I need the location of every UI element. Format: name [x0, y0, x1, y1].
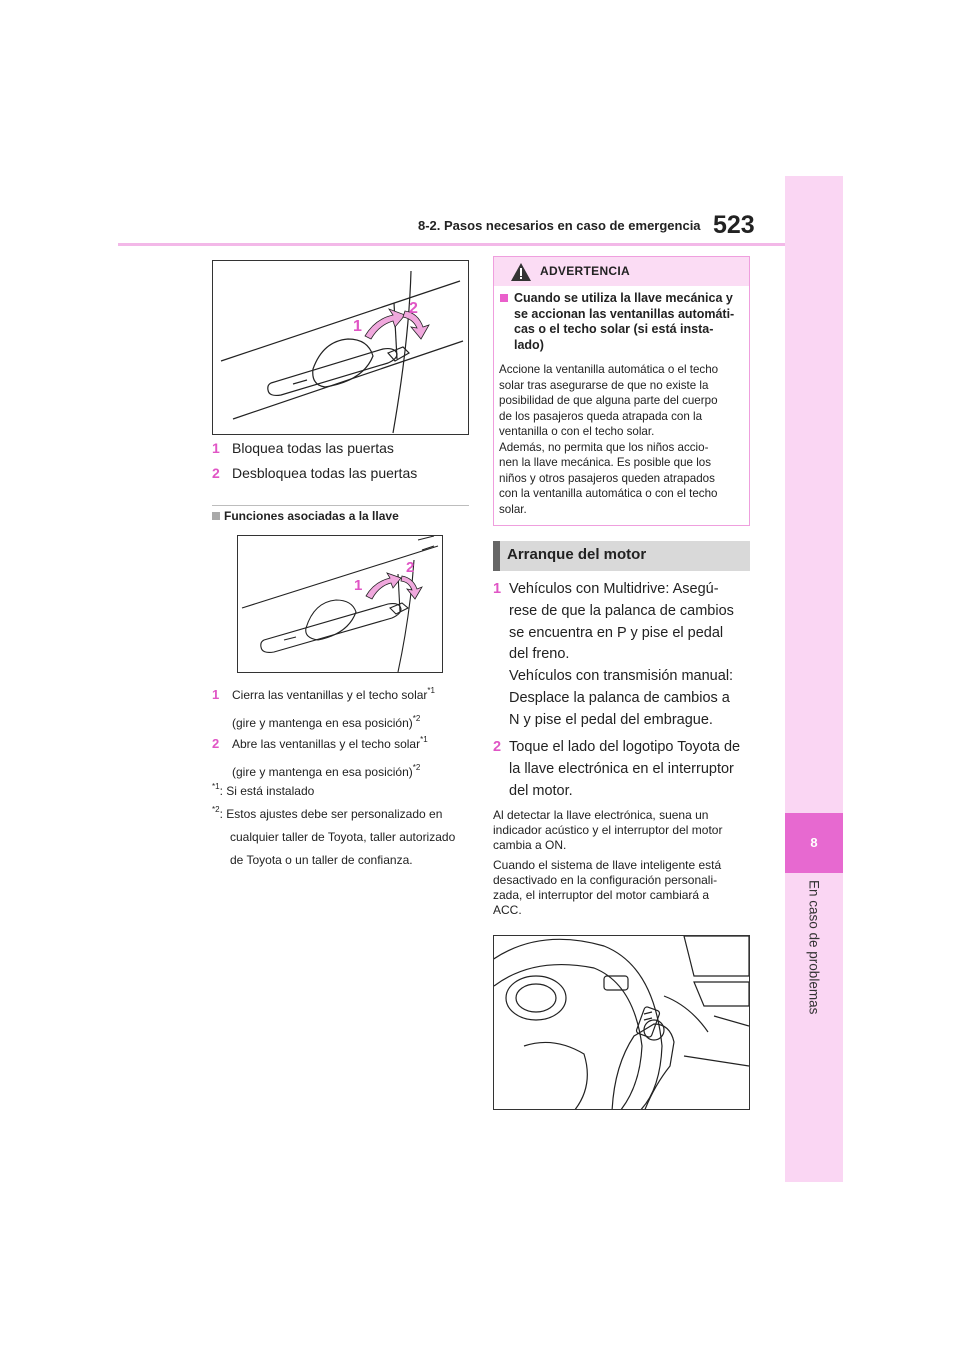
figure2-label-2: 2 [406, 559, 415, 576]
open-windows-step: 2 Abre las ventanillas y el techo solar$^{*1}$ (gire y mantenga en esa posición)$^{*2}$ [212, 735, 428, 779]
warning-body: Accione la ventanilla automática o el techo solar tras asegurarse de que no existe la posibilidad de que alguna parte del cuerpo de los pasajeros queda atrapada con la ventanilla o con el techo solar. Además, no permita que los niños accio- nen la llave mecánica. Es posible que los niños y otros pasajeros queden atrapados con la ventanilla automática o con el techo solar. [499, 363, 719, 516]
subsection-title: Funciones asociadas a la llave [212, 509, 399, 523]
engine-note-2: Cuando el sistema de llave inteligente está desactivado en la configuración personali- zada, el interruptor del motor cambiará a ACC. [493, 858, 722, 917]
running-header: 8-2. Pasos necesarios en caso de emergencia [418, 218, 701, 233]
warning-subtitle: Cuando se utiliza la llave mecánica y se accionan las ventanillas automáti- cas o el techo solar (si está insta- lado) [500, 291, 744, 353]
chapter-number: 8 [810, 835, 818, 850]
key-functions-illustration [237, 535, 443, 673]
figure2-label-1: 1 [354, 577, 363, 594]
warning-title: ADVERTENCIA [540, 264, 630, 278]
chapter-title: En caso de problemas [806, 880, 822, 1015]
door-handle-illustration [212, 260, 469, 435]
page-number: 523 [713, 211, 755, 239]
square-bullet-icon [500, 294, 508, 302]
section-title: Arranque del motor [507, 546, 647, 563]
divider [212, 505, 469, 506]
footnote-1: $^{*1}$: Si está instalado [212, 782, 315, 798]
engine-switch-illustration [493, 935, 750, 1110]
warning-triangle-icon [510, 262, 532, 282]
close-windows-step: 1 Cierra las ventanillas y el techo solar$^{*1}$ (gire y mantenga en esa posición)$^{*2}$ [212, 686, 435, 730]
engine-note-1: Al detectar la llave electrónica, suena un indicador acústico y el interruptor del motor cambia a ON. [493, 808, 723, 852]
chapter-tab-strip [785, 176, 843, 1182]
figure1-label-2: 2 [409, 300, 418, 317]
engine-step-1: 1 Vehículos con Multidrive: Asegú- rese de que la palanca de cambios se encuentra en P y pise el pedal del freno. Vehículos con transmisión manual: Desplace la palanca de cambios a N y pise el pedal del embrague. [493, 581, 734, 728]
footnote-2: $^{*2}$: Estos ajustes debe ser personalizado en cualquier taller de Toyota, taller autorizado de Toyota o un taller de confianza. [212, 805, 456, 867]
figure1-label-1: 1 [353, 318, 362, 335]
engine-step-2: 2 Toque el lado del logotipo Toyota de la llave electrónica en el interruptor del motor. [493, 739, 741, 799]
section-header-accent [493, 541, 500, 571]
unlock-step: 2 Desbloquea todas las puertas [212, 465, 418, 481]
header-rule [118, 243, 785, 246]
square-bullet-icon [212, 512, 220, 520]
lock-step: 1 Bloquea todas las puertas [212, 440, 394, 456]
